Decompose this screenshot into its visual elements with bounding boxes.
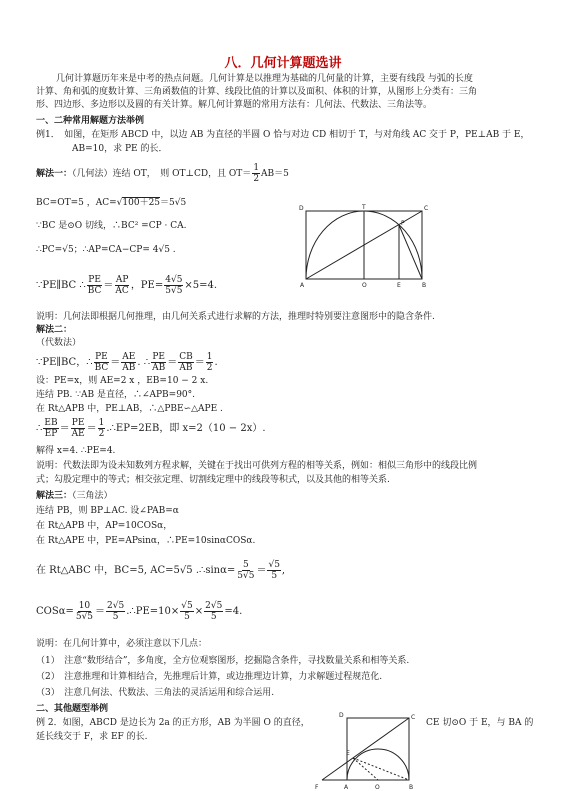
label-o: O <box>375 784 380 791</box>
numerator: 10 <box>78 601 91 611</box>
text: ∵PE∥BC ∴ <box>36 280 86 291</box>
denominator: 5 <box>184 612 190 622</box>
numerator: √5 <box>181 601 193 611</box>
method-2-title-line <box>36 324 72 336</box>
text-3: =4. <box>224 606 243 617</box>
denominator: BC <box>94 363 109 373</box>
fraction-ap-ac <box>114 275 129 296</box>
method-3-line-c: 在 Rt△APB 中，AP=10COSα， <box>36 521 173 531</box>
numerator: PE <box>71 418 85 428</box>
label-c: C <box>424 205 429 212</box>
method-3-subtitle: （三角法） <box>72 491 113 501</box>
label-e: E <box>397 282 401 288</box>
figure-2-square-semicircle <box>312 710 424 791</box>
fraction-2r5-5 <box>204 601 223 622</box>
method-2-title: 解法二： <box>36 325 73 335</box>
method-2-line-a: （代数法） <box>36 338 82 348</box>
numerator: 4√5 <box>165 275 183 285</box>
method-1-title: 解法一： <box>36 169 73 179</box>
numerator: EB <box>44 418 58 428</box>
numerator: PE <box>95 352 108 362</box>
method-3-line-e: 在 Rt△ABC 中，BC=5, AC=5√5 .∴sinα= $\frac{5}{5√5}$ ＝ $\frac{√5}{5}$ , <box>36 560 286 581</box>
numerator: 2√5 <box>205 601 223 611</box>
section-1-heading: 一、二种常用解题方法举例 <box>36 116 145 126</box>
fraction-5-5r5 <box>236 560 255 581</box>
denominator: AE <box>71 429 85 439</box>
text: ∴ <box>36 423 43 434</box>
numerator: 1 <box>253 163 260 173</box>
example-2-line-1b: CE 切⊙O 于 E，与 BA 的 <box>426 718 534 728</box>
label-o: O <box>362 282 367 288</box>
denominator: 5√5 <box>237 571 255 581</box>
example-1-line-1: 例1． 如图，在矩形 ABCD 中，以边 AB 为直径的半圆 O 恰与对边 CD 相切于 T，与对角线 AC 交于 P，PE⊥AB 于 E， <box>36 130 530 140</box>
fraction-2r5-5 <box>106 601 125 622</box>
denominator: 5 <box>271 571 278 581</box>
numerator: 2√5 <box>107 601 125 611</box>
denominator: AB <box>179 363 193 373</box>
method-1-text: （几何法）连结 OT， 则 OT⊥CD，且 OT＝ <box>72 169 252 179</box>
note-2-line-1: 说明：代数法即为设未知数列方程求解，关键在于找出可供列方程的相等关系，例如：相似三角形中的线段比例 <box>36 461 478 471</box>
note-3: 说明：在几何计算中，必须注意以下几点： <box>36 639 208 649</box>
label-f: F <box>315 784 319 791</box>
denominator: BC <box>87 286 102 296</box>
fraction-4r5-5r5 <box>164 275 183 296</box>
page-title: 八．几何计算题选讲 <box>224 56 342 71</box>
denominator: 2 <box>253 174 260 184</box>
note-2-line-2: 式；勾股定理中的等式；相交弦定理、切割线定理中的线段等积式，以及其他的相等关系. <box>36 475 390 485</box>
semicircle <box>347 749 409 780</box>
fraction-half <box>252 163 260 184</box>
figure-1-rectangle-semicircle <box>296 203 436 288</box>
fraction-10-5r5 <box>75 601 94 622</box>
method-3-title: 解法三： <box>36 491 73 501</box>
label-a: A <box>344 784 349 791</box>
numerator: PE <box>88 275 101 285</box>
denominator: 5√5 <box>165 286 183 296</box>
denominator: 5 <box>210 612 217 622</box>
denominator: AB <box>122 363 136 373</box>
radicand: 100＋25 <box>122 198 161 208</box>
fraction-cb-ab <box>178 352 194 373</box>
example-1-line-2: AB=10，求 PE 的长． <box>72 144 168 154</box>
label-d: D <box>299 205 304 212</box>
numerator: √5 <box>268 560 280 570</box>
label-t: T <box>362 204 366 211</box>
label-d: D <box>339 712 344 719</box>
fraction-r5-5 <box>180 601 193 622</box>
sqrt-radical: √ <box>116 198 123 208</box>
denominator: AC <box>115 286 129 296</box>
text-2: . ∴ <box>137 357 151 368</box>
note-1: 说明：几何法即根据几何推理，由几何关系式进行求解的方法，推理时特别要注意图形中的隐含条件. <box>36 312 435 322</box>
label-b: B <box>409 784 414 791</box>
method-2-line-c: 设：PE=x，则 AE=2 x ，EB=10 − 2 x. <box>36 376 209 386</box>
method-3-line-f: COSα= $\frac{10}{5√5}$ ＝ $\frac{2√5}{5}$ .∴PE=10× $\frac{√5}{5}$ × $\frac{2√5}{5}$ =4. <box>36 601 243 622</box>
point-3: （3） 注意几何法、代数法、三角法的灵活运用和综合运用. <box>36 688 275 698</box>
denominator: 5 <box>112 612 119 622</box>
method-3-title-line <box>36 490 113 502</box>
denominator: 2 <box>98 429 105 439</box>
text-2: ＝5√5 <box>160 198 187 208</box>
segment-cf <box>322 718 409 780</box>
method-3-line-d: 在 Rt△APE 中，PE=APsinα，∴PE=10sinαCOSα. <box>36 536 256 546</box>
fraction-ae-ab <box>121 352 136 373</box>
numerator: 1 <box>206 352 213 362</box>
numerator: 1 <box>98 418 105 428</box>
method-1-line-a <box>36 163 289 184</box>
method-1-line-d: ∴PC=√5；∴AP=CA−CP= 4√5 . <box>36 245 176 255</box>
section-2-heading: 二、其他题型举例 <box>36 704 109 714</box>
point-2: （2） 注意推理和计算相结合，先推理后计算，或边推理边计算，力求解题过程规范化. <box>36 672 383 682</box>
fraction-eb-ep <box>43 418 58 439</box>
point-1: （1） 注意“数形结合”，多角度，全方位观察图形，挖掘隐含条件，寻找数量关系和相等关系. <box>36 656 410 666</box>
fraction-half <box>98 418 106 439</box>
text: ∵PE∥BC，∴ <box>36 357 93 368</box>
text: 在 Rt△ABC 中，BC=5, AC=5√5 .∴sinα= <box>36 565 236 576</box>
text-2: .∴EP=2EB，即 x=2（10 − 2x）. <box>106 423 266 434</box>
text: COSα= <box>36 606 74 617</box>
fraction-r5-5 <box>267 560 280 581</box>
method-2-line-g: 解得 x=4. ∴PE=4. <box>36 446 116 456</box>
label-p: P <box>401 220 405 227</box>
label-c: C <box>411 714 416 721</box>
label-a: A <box>300 282 305 288</box>
segment-oe-dashed <box>353 758 378 780</box>
segment-eb-dashed <box>353 758 409 780</box>
method-1-line-e: ∵PE∥BC ∴ $\frac{PE}{BC}$ ＝ $\frac{AP}{AC}$ ，PE= $\frac{4√5}{5√5}$ ×5=4. <box>36 275 218 296</box>
denominator: 5√5 <box>75 612 94 622</box>
intro-line-3: 形、四边形、多边形以及圆的有关计算。解几何计算题的常用方法有：几何法、代数法、三角法等。 <box>36 100 433 110</box>
method-2-line-d: 连结 PB. ∵AB 是直径，∴∠APB=90°. <box>36 390 196 400</box>
segment-pb <box>399 225 422 279</box>
text-pe: ，PE= <box>130 280 164 291</box>
intro-line-2: 计算、角和弧的度数计算、三角函数值的计算、线段比值的计算以及面积、体积的计算，从图形上分类有：三角 <box>36 87 478 97</box>
denominator: 2 <box>206 363 213 373</box>
method-3-line-b: 连结 PB，则 BP⊥AC. 设∠PAB=α <box>36 506 179 516</box>
label-b: B <box>422 282 427 288</box>
numerator: CB <box>179 352 193 362</box>
text-2: .∴PE=10× <box>126 606 180 617</box>
numerator: 5 <box>242 560 249 570</box>
fraction-pe-bc <box>87 275 103 296</box>
fraction-pe-bc <box>94 352 110 373</box>
method-1-text-2: AB＝5 <box>261 169 289 179</box>
method-2-line-f: ∴ $\frac{EB}{EP}$ ＝ $\frac{PE}{AE}$ ＝ $\frac{1}{2}$ .∴EP=2EB，即 x=2（10 − 2x）. <box>36 418 266 439</box>
fraction-pe-ab <box>151 352 166 373</box>
method-2-line-b: ∵PE∥BC，∴ $\frac{PE}{BC}$ ＝ $\frac{AE}{AB}$ . ∴ $\frac{PE}{AB}$ ＝ $\frac{CB}{AB}$ ＝ $\frac{1}{2}$ . <box>36 352 218 373</box>
example-2-line-1a: 例 2．如图，ABCD 是边长为 2a 的正方形，AB 为半圆 O 的直径， <box>36 718 310 728</box>
method-1-line-c: ∵BC 是⊙O 切线，∴BC² =CP · CA. <box>36 221 187 231</box>
numerator: AE <box>122 352 136 362</box>
fraction-half <box>206 352 214 373</box>
example-2-line-2: 延长线交于 F，求 EF 的长. <box>36 732 148 742</box>
text-2: ×5=4. <box>184 280 218 291</box>
fraction-pe-ae <box>71 418 86 439</box>
label-e: E <box>346 750 350 757</box>
denominator: EP <box>44 429 58 439</box>
numerator: PE <box>152 352 165 362</box>
text: BC=OT=5 ，AC= <box>36 198 117 208</box>
intro-line-1: 几何计算题历年来是中考的热点问题。几何计算是以推理为基础的几何量的计算，主要有线段 与弧的长度 <box>56 74 473 84</box>
denominator: AB <box>152 363 166 373</box>
numerator: AP <box>115 275 129 285</box>
method-2-line-e: 在 Rt△APB 中，PE⊥AB，∴△PBE∽△APE . <box>36 404 223 414</box>
method-1-line-b <box>36 197 186 209</box>
